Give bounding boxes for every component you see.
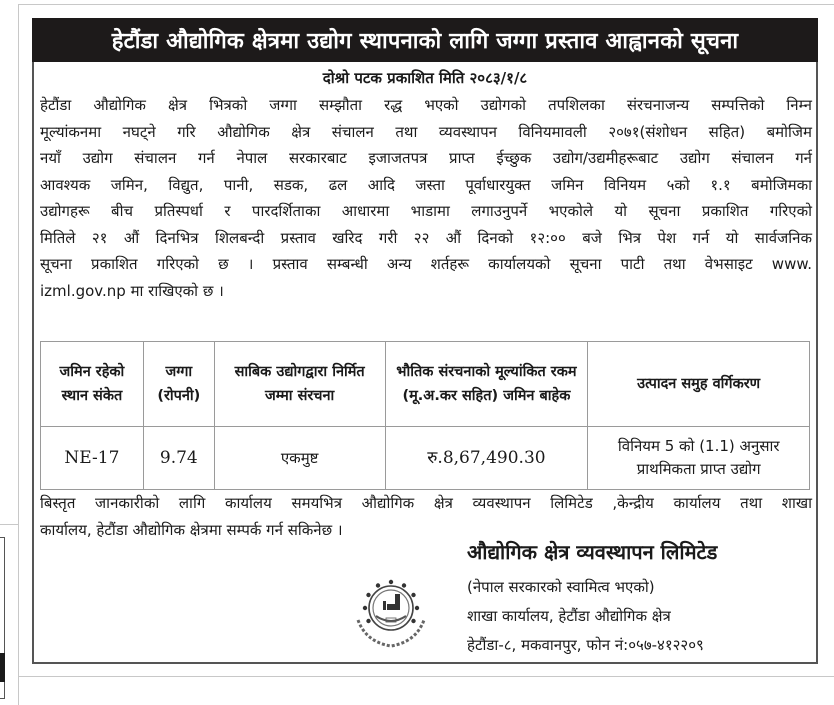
- body-line: आवश्यक जमिन, विद्युत, पानी, सडक, ढल आदि जस्ता पूर्वाधारयुक्त जमिन विनियम ५को १.१ बमोजिमका: [40, 175, 812, 194]
- body-line: हेटौंडा औद्योगिक क्षेत्र भित्रको जग्गा सम्झौता रद्ध भएको उद्योगको तपशिलका संरचनाजन्य सम्पत्तिको निम्न: [40, 96, 812, 114]
- issuer-address-phone: हेटौंडा-८, मकवानपुर, फोन नं:०५७-४१२२०९: [467, 636, 704, 654]
- notice-title: [32, 18, 818, 62]
- contact-line: कार्यालय, हेटौंडा औद्योगिक क्षेत्रमा सम्पर्क गर्न सकिनेछ ।: [40, 521, 343, 539]
- adjacent-column-divider: [0, 524, 18, 525]
- land-details-table: [40, 341, 810, 490]
- cell-classification: विनियम 5 को (1.1) अनुसार प्राथमिकता प्राप्त उद्योग: [588, 427, 810, 490]
- issuer-office: शाखा कार्यालय, हेटौंडा औद्योगिक क्षेत्र: [467, 607, 671, 625]
- header-area: जग्गा (रोपनी): [143, 342, 214, 427]
- body-line: उद्योगहरू बीच प्रतिस्पर्धा र पारदर्शिताका आधारमा भाडामा लगाउनुपर्ने भएकोले यो सूचना प्रकाशित गरिएको: [40, 202, 812, 220]
- table-row: [41, 427, 810, 490]
- notice-title-text: हेटौंडा औद्योगिक क्षेत्रमा उद्योग स्थापनाको लागि जग्गा प्रस्ताव आह्वानको सूचना: [111, 29, 739, 54]
- contact-line: बिस्तृत जानकारीको लागि कार्यालय समयभित्र औद्योगिक क्षेत्र व्यवस्थापन लिमिटेड ,केन्द्रीय कार्यालय तथा शाखा: [40, 494, 812, 512]
- cell-valuation: रु.8,67,490.30: [385, 427, 588, 490]
- notice-body: [40, 92, 812, 304]
- body-line: सूचना प्रकाशित गरिएको छ । प्रस्ताव सम्बन्धी अन्य शर्तहरू कार्यालयको सूचना पाटी तथा वेभसाइट www.: [40, 255, 812, 273]
- page-frame-bottom: [18, 676, 834, 677]
- issuer-ownership: (नेपाल सरकारको स्वामित्व भएको): [467, 578, 655, 596]
- organization-seal-icon: [346, 568, 436, 658]
- cell-area: 9.74: [143, 427, 214, 490]
- cell-structure: एकमुष्ट: [214, 427, 385, 490]
- body-line: मूल्यांकनमा नघट्ने गरि औद्योगिक क्षेत्र संचालन तथा व्यवस्थापन विनियमावली २०७१(संशोधन सहित) बमोजिम: [40, 122, 812, 141]
- header-classification: उत्पादन समुह वर्गिकरण: [588, 342, 810, 427]
- body-line-website: izml.gov.np मा राखिएको छ ।: [40, 281, 224, 300]
- issuer-details: [467, 573, 704, 660]
- body-line: मितिले २१ औं दिनभित्र शिलबन्दी प्रस्ताव खरिद गरी २२ औं दिनको १२:०० बजे भित्र पेश गर्न यो सार्वजनिक: [40, 228, 812, 247]
- table-header-row: [41, 342, 810, 427]
- header-location-code: जमिन रहेको स्थान संकेत: [41, 342, 144, 427]
- header-valuation: भौतिक संरचनाको मूल्यांकित रकम (मू.अ.कर सहित) जमिन बाहेक: [385, 342, 588, 427]
- contact-info: [40, 490, 812, 544]
- publication-date: दोश्रो पटक प्रकाशित मिति २०८३/१/८: [322, 69, 528, 87]
- issuer-name: औद्योगिक क्षेत्र व्यवस्थापन लिमिटेड: [467, 540, 718, 564]
- header-structure: साबिक उद्योगद्वारा निर्मित जम्मा संरचना: [214, 342, 385, 427]
- adjacent-notice-dark-block: [0, 653, 5, 682]
- cell-location-code: NE-17: [41, 427, 144, 490]
- body-line: नयाँ उद्योग संचालन गर्न नेपाल सरकारबाट इजाजतपत्र प्राप्त ईच्छुक उद्योग/उद्यमीहरूबाट उद्योग संचालन गर्न: [40, 149, 812, 167]
